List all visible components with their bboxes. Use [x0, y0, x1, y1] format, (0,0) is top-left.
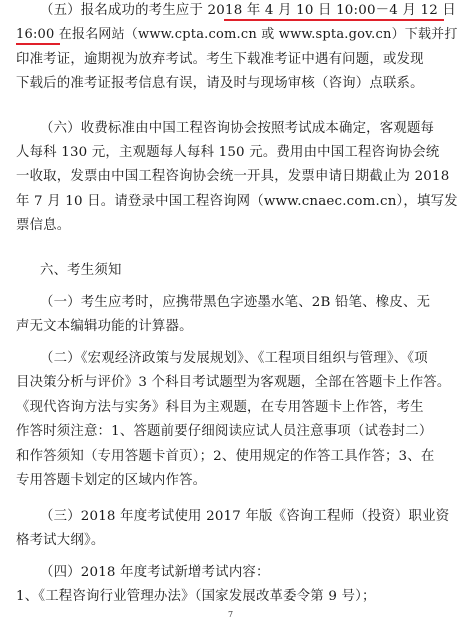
text-line: 和作答须知（专用答题卡首页）；2、使用规定的作答工具作答；3、在 [16, 449, 435, 464]
text-line: （四）2018 年度考试新增考试内容： [40, 565, 270, 580]
text-line: 格考试大纲》。 [16, 533, 105, 548]
text-line: 一收取，发票由中国工程咨询协会统一开具，发票申请日期截止为 2018 [16, 169, 450, 184]
text-line: （三）2018 年度考试使用 2017 年版《咨询工程师（投资）职业资 [40, 509, 450, 524]
text-line: 专用答题卡划定的区域内作答。 [16, 473, 207, 488]
text-line: 人每科 130 元，主观题每人每科 150 元。费用由中国工程咨询协会统 [16, 145, 440, 160]
text-line: 票信息。 [16, 218, 71, 233]
text-line: 16:00 在报名网站（www.cpta.com.cn 或 www.spta.gov.cn）下载并打 [16, 27, 458, 42]
text-line: 作答时须注意：1、答题前要仔细阅读应试人员注意事项（试卷封二） [16, 424, 433, 439]
page-number: 7 [228, 610, 234, 619]
text-line: 印准考证，逾期视为放弃考试。考生下载准考证中遇有问题，或发现 [16, 52, 424, 67]
text-line: （六）收费标准由中国工程咨询协会按照考试成本确定，客观题每 [40, 121, 435, 136]
text-line: 声无文本编辑功能的计算器。 [16, 319, 193, 334]
section-heading: 六、考生须知 [40, 263, 122, 278]
text-line: （五）报名成功的考生应于 2018 年 4 月 10 日 10:00－4 月 12 日 [40, 3, 456, 18]
text-line: （一）考生应考时，应携带黑色字迹墨水笔、2B 铅笔、橡皮、无 [40, 295, 431, 310]
text-line: 下载后的准考证报考信息有误，请及时与现场审核（咨询）点联系。 [16, 76, 424, 91]
text-line: （二）《宏观经济政策与发展规划》、《工程项目组织与管理》、《项 [40, 351, 428, 366]
text-line: 1、《工程咨询行业管理办法》（国家发展改革委令第 9 号）； [16, 589, 376, 604]
text-line: 目决策分析与评价》3 个科目考试题型为客观题，全部在答题卡上作答。 [16, 375, 451, 390]
red-underline-date-range [224, 19, 444, 21]
text-line: 年 7 月 10 日。请登录中国工程咨询网（www.cnaec.com.cn），填写发 [16, 194, 458, 209]
text-line: 《现代咨询方法与实务》科目为主观题，在专用答题卡上作答，考生 [16, 400, 424, 415]
red-underline-time [16, 43, 60, 45]
